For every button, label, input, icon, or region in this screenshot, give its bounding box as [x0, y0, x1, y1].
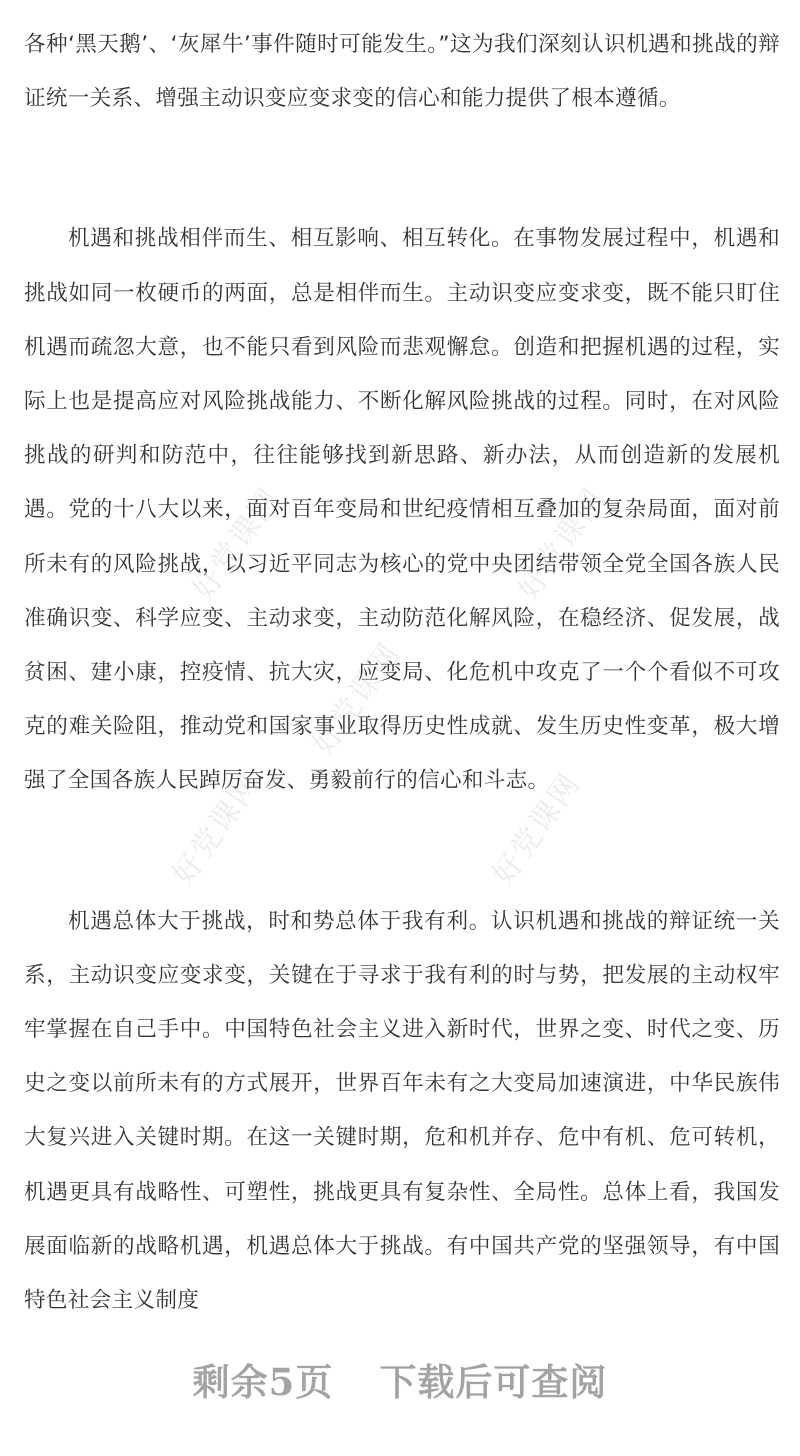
paragraph-continuation: 各种‘黑天鹅’、‘灰犀牛’事件随时可能发生。”这为我们深刻认识机遇和挑战的辩证统一关系、增强主动识变应变求变的信心和能力提供了根本遵循。 [24, 32, 780, 112]
watermark: 好党课网 [165, 766, 268, 892]
watermark: 好党课网 [485, 766, 588, 892]
watermark: 好党课网 [510, 481, 613, 607]
download-to-view-label[interactable]: 下载后可查阅 [379, 1360, 608, 1404]
paragraph-gap [24, 809, 780, 895]
watermark: 好党课网 [305, 636, 408, 762]
paragraph-gap [24, 126, 780, 212]
remaining-pages-label: 剩余5页 [192, 1360, 334, 1404]
paragraph-opportunities-outweigh-challenges: 机遇总体大于挑战，时和势总体于我有利。认识机遇和挑战的辩证统一关系，主动识变应变求变，关键在于寻求于我有利的时与势，把发展的主动权牢牢掌握在自己手中。中国特色社会主义进入新时代，世界之变、时代之变、历史之变以前所未有的方式展开，世界百年未有之大变局加速演进，中华民族伟大复兴进入关键时期。在这一关键时期，危和机并存、危中有机、危可转机，机遇更具有战略性、可塑性，挑战更具有复杂性、全局性。总体上看，我国发展面临新的战略机遇，机遇总体大于挑战。有中国共产党的坚强领导，有中国特色社会主义制度 [24, 908, 780, 1314]
watermark: 好党课网 [185, 481, 288, 607]
document-body [24, 18, 780, 1328]
paragraph-opportunities-and-challenges: 机遇和挑战相伴而生、相互影响、相互转化。在事物发展过程中，机遇和挑战如同一枚硬币的两面，总是相伴而生。主动识变应变求变，既不能只盯住机遇而疏忽大意，也不能只看到风险而悲观懈怠。创造和把握机遇的过程，实际上也是提高应对风险挑战能力、不断化解风险挑战的过程。同时，在对风险挑战的研判和防范中，往往能够找到新思路、新办法，从而创造新的发展机遇。党的十八大以来，面对百年变局和世纪疫情相互叠加的复杂局面，面对前所未有的风险挑战，以习近平同志为核心的党中央团结带领全党全国各族人民准确识变、科学应变、主动求变，主动防范化解风险，在稳经济、促发展，战贫困、建小康，控疫情、抗大灾，应变局、化危机中攻克了一个个看似不可攻克的难关险阻，推动党和国家事业取得历史性成就、发生历史性变革，极大增强了全国各族人民踔厉奋发、勇毅前行的信心和斗志。 [24, 226, 780, 794]
download-prompt[interactable] [0, 1352, 800, 1406]
